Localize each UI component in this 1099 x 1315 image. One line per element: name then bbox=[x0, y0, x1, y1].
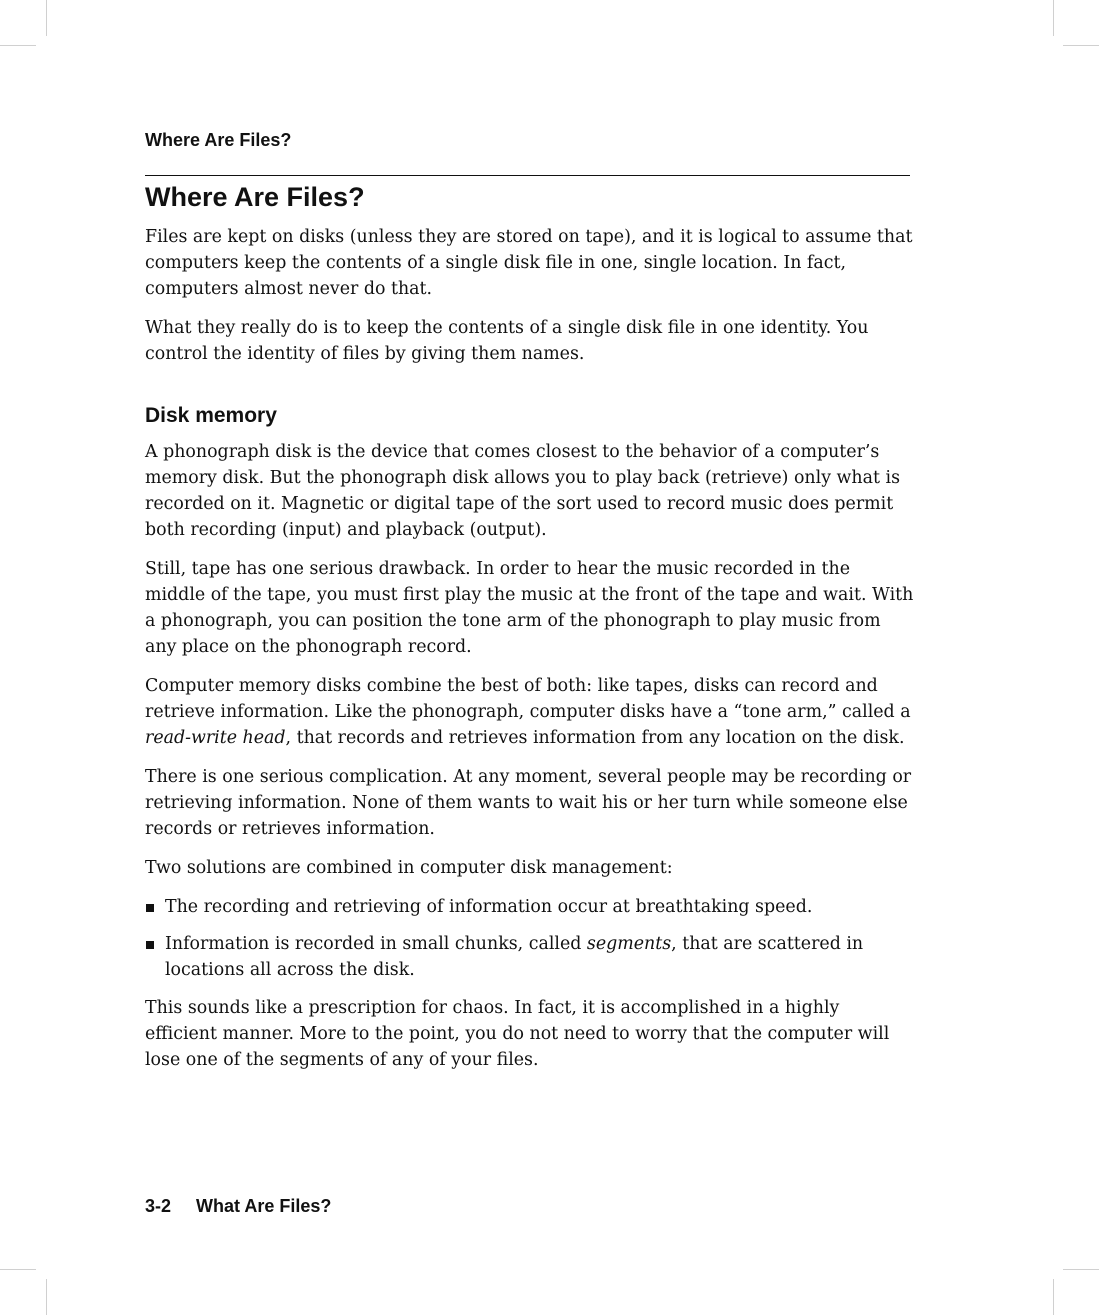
list-item-text: , that are scattered in locations all across the disk. bbox=[165, 934, 864, 980]
paragraph: Still, tape has one serious drawback. In order to hear the music recorded in the middle of the tape, you must first play the music at the front of the tape and wait. With a phonograph, you can position the tone arm of the phonograph to play music from any place on the phonograph record. bbox=[145, 559, 914, 657]
section-title: Where Are Files? bbox=[145, 182, 365, 212]
footer-chapter-title: What Are Files? bbox=[196, 1196, 332, 1216]
paragraph bbox=[145, 673, 915, 751]
list-item-text: Information is recorded in small chunks, called bbox=[165, 934, 587, 954]
paragraph: What they really do is to keep the contents of a single disk file in one identity. You control the identity of files by giving them names. bbox=[145, 318, 869, 364]
term-segments: segments bbox=[586, 934, 672, 954]
crop-mark bbox=[0, 1269, 36, 1270]
crop-mark bbox=[1063, 1269, 1099, 1270]
paragraph-text: , that records and retrieves information from any location on the disk. bbox=[285, 728, 905, 748]
crop-mark bbox=[46, 0, 47, 36]
bullet-square-icon bbox=[146, 904, 154, 912]
crop-mark bbox=[1053, 0, 1054, 36]
header-rule bbox=[145, 175, 910, 176]
term-read-write-head: read-write head bbox=[145, 728, 286, 748]
paragraph: Files are kept on disks (unless they are stored on tape), and it is logical to assume that computers keep the contents of a single disk file in one, single location. In fact, computers almost never do that. bbox=[145, 227, 913, 299]
page-footer bbox=[145, 1196, 331, 1217]
page-number: 3-2 bbox=[145, 1196, 172, 1216]
paragraph: Two solutions are combined in computer disk management: bbox=[145, 858, 673, 878]
bullet-list bbox=[145, 894, 915, 983]
crop-mark bbox=[1063, 45, 1099, 46]
paragraph-text: Computer memory disks combine the best of both: like tapes, disks can record and retrieve information. Like the phonograph, computer disks have a “tone arm,” called a bbox=[145, 676, 911, 722]
bullet-square-icon bbox=[146, 941, 154, 949]
list-item bbox=[145, 931, 915, 983]
paragraph: This sounds like a prescription for chaos. In fact, it is accomplished in a highly efficient manner. More to the point, you do not need to worry that the computer will lose one of the segments of any of your files. bbox=[145, 998, 890, 1070]
crop-mark bbox=[1053, 1279, 1054, 1315]
paragraph: A phonograph disk is the device that comes closest to the behavior of a computer’s memory disk. But the phonograph disk allows you to play back (retrieve) only what is recorded on it. Magnetic or digital tape of the sort used to record music does permit both recording (input) and playback (output). bbox=[145, 442, 901, 540]
list-item bbox=[145, 894, 915, 920]
page-body bbox=[145, 180, 915, 1086]
crop-mark bbox=[0, 45, 36, 46]
running-head: Where Are Files? bbox=[145, 130, 292, 150]
crop-mark bbox=[46, 1279, 47, 1315]
paragraph: There is one serious complication. At any moment, several people may be recording or retrieving information. None of them wants to wait his or her turn while someone else records or retrieves information. bbox=[145, 767, 912, 839]
list-item-text: The recording and retrieving of information occur at breathtaking speed. bbox=[165, 897, 813, 917]
subsection-title: Disk memory bbox=[145, 404, 277, 427]
